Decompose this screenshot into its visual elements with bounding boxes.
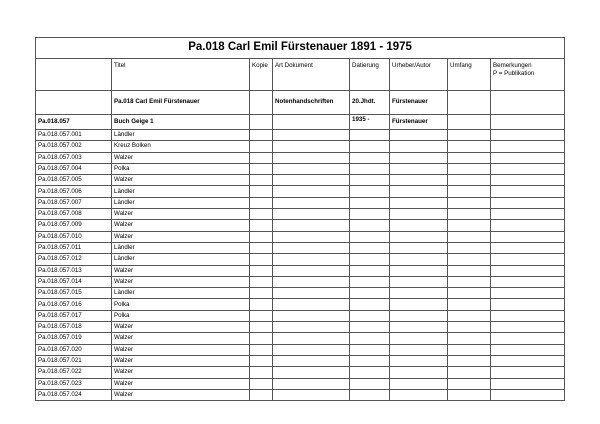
item-signatur: Pa.018.057.015 [36,288,112,299]
item-titel: Ländler [112,130,250,141]
title-row [36,38,565,59]
item-titel: Walzer [112,209,250,220]
item-titel: Walzer [112,389,250,400]
item-datierung [350,378,390,389]
item-art-dokument [273,322,350,333]
item-titel: Ländler [112,254,250,265]
item-titel: Ländler [112,288,250,299]
series-kopie [250,115,273,130]
item-datierung [350,276,390,287]
item-urheber [390,322,448,333]
item-kopie [250,209,273,220]
item-datierung [350,355,390,366]
table-row [36,299,565,310]
fonds-signatur [36,91,112,115]
item-titel: Polka [112,299,250,310]
item-art-dokument [273,197,350,208]
item-umfang [448,242,491,253]
item-urheber [390,130,448,141]
item-bemerkungen [491,186,565,197]
item-kopie [250,130,273,141]
item-umfang [448,344,491,355]
header-umfang: Umfang [448,59,491,91]
item-titel: Walzer [112,367,250,378]
item-titel: Ländler [112,197,250,208]
header-urheber: Urheber/Autor [390,59,448,91]
fonds-datierung: 20.Jhdt. [350,91,390,115]
item-urheber [390,197,448,208]
item-bemerkungen [491,344,565,355]
item-art-dokument [273,333,350,344]
table-row [36,197,565,208]
item-signatur: Pa.018.057.002 [36,141,112,152]
table-row [36,254,565,265]
item-umfang [448,231,491,242]
item-kopie [250,163,273,174]
item-titel: Walzer [112,265,250,276]
item-titel: Walzer [112,220,250,231]
item-umfang [448,254,491,265]
item-titel: Walzer [112,333,250,344]
item-signatur: Pa.018.057.007 [36,197,112,208]
fonds-titel: Pa.018 Carl Emil Fürstenauer [112,91,250,115]
item-art-dokument [273,344,350,355]
table-row [36,220,565,231]
item-datierung [350,389,390,400]
item-titel: Walzer [112,175,250,186]
item-urheber [390,355,448,366]
item-art-dokument [273,367,350,378]
item-urheber [390,152,448,163]
item-umfang [448,378,491,389]
item-signatur: Pa.018.057.023 [36,378,112,389]
item-bemerkungen [491,242,565,253]
item-signatur: Pa.018.057.012 [36,254,112,265]
item-umfang [448,141,491,152]
table-row [36,355,565,366]
item-kopie [250,355,273,366]
table-row [36,333,565,344]
item-bemerkungen [491,299,565,310]
item-art-dokument [273,378,350,389]
item-datierung [350,254,390,265]
item-bemerkungen [491,310,565,321]
item-datierung [350,322,390,333]
item-kopie [250,220,273,231]
item-bemerkungen [491,378,565,389]
item-kopie [250,231,273,242]
item-titel: Polka [112,163,250,174]
item-datierung [350,152,390,163]
item-art-dokument [273,152,350,163]
item-art-dokument [273,299,350,310]
item-kopie [250,288,273,299]
fonds-kopie [250,91,273,115]
item-signatur: Pa.018.057.011 [36,242,112,253]
item-bemerkungen [491,152,565,163]
item-umfang [448,355,491,366]
item-umfang [448,276,491,287]
item-kopie [250,310,273,321]
item-urheber [390,299,448,310]
header-bemerkungen-note: P = Publikation [493,69,535,77]
item-umfang [448,389,491,400]
item-umfang [448,186,491,197]
item-kopie [250,344,273,355]
item-signatur: Pa.018.057.019 [36,333,112,344]
item-bemerkungen [491,389,565,400]
item-umfang [448,163,491,174]
item-signatur: Pa.018.057.001 [36,130,112,141]
item-bemerkungen [491,231,565,242]
item-urheber [390,209,448,220]
item-umfang [448,322,491,333]
item-titel: Ländler [112,186,250,197]
item-datierung [350,367,390,378]
item-kopie [250,141,273,152]
series-titel: Buch Geige 1 [112,115,250,130]
series-bemerkungen [491,115,565,130]
item-bemerkungen [491,197,565,208]
item-bemerkungen [491,141,565,152]
item-umfang [448,288,491,299]
item-art-dokument [273,265,350,276]
item-bemerkungen [491,288,565,299]
item-signatur: Pa.018.057.018 [36,322,112,333]
item-umfang [448,220,491,231]
item-kopie [250,299,273,310]
table-row [36,276,565,287]
item-bemerkungen [491,220,565,231]
item-bemerkungen [491,254,565,265]
table-row [36,231,565,242]
table-row [36,378,565,389]
item-umfang [448,367,491,378]
table-row [36,163,565,174]
item-umfang [448,152,491,163]
item-art-dokument [273,175,350,186]
header-signatur [36,59,112,91]
item-datierung [350,163,390,174]
item-urheber [390,378,448,389]
fonds-urheber: Fürstenauer [390,91,448,115]
table-row [36,242,565,253]
series-row [36,115,565,130]
item-titel: Walzer [112,344,250,355]
item-datierung [350,186,390,197]
item-bemerkungen [491,265,565,276]
item-signatur: Pa.018.057.022 [36,367,112,378]
item-titel: Walzer [112,378,250,389]
item-datierung [350,209,390,220]
table-row [36,322,565,333]
item-signatur: Pa.018.057.013 [36,265,112,276]
item-signatur: Pa.018.057.016 [36,299,112,310]
item-bemerkungen [491,130,565,141]
item-art-dokument [273,186,350,197]
item-titel: Kreuz Bolken [112,141,250,152]
item-bemerkungen [491,322,565,333]
item-art-dokument [273,276,350,287]
item-kopie [250,322,273,333]
item-kopie [250,186,273,197]
table-row [36,152,565,163]
table-row [36,175,565,186]
header-bemerkungen [491,59,565,91]
item-art-dokument [273,130,350,141]
fonds-row [36,91,565,115]
item-art-dokument [273,389,350,400]
item-kopie [250,378,273,389]
item-signatur: Pa.018.057.024 [36,389,112,400]
item-signatur: Pa.018.057.004 [36,163,112,174]
header-row [36,59,565,91]
item-bemerkungen [491,367,565,378]
header-kopie: Kopie [250,59,273,91]
series-urheber: Fürstenauer [390,115,448,130]
item-art-dokument [273,220,350,231]
table-row [36,209,565,220]
item-urheber [390,220,448,231]
item-titel: Ländler [112,242,250,253]
item-kopie [250,389,273,400]
item-urheber [390,265,448,276]
item-urheber [390,163,448,174]
item-bemerkungen [491,333,565,344]
item-urheber [390,310,448,321]
item-kopie [250,333,273,344]
item-umfang [448,209,491,220]
header-bemerkungen-label: Bemerkungen [493,62,532,69]
item-titel: Walzer [112,231,250,242]
item-datierung [350,310,390,321]
item-urheber [390,186,448,197]
document-title: Pa.018 Carl Emil Fürstenauer 1891 - 1975 [36,38,565,59]
item-bemerkungen [491,355,565,366]
table-row [36,265,565,276]
inventory-sheet [35,37,564,401]
fonds-art-dokument: Notenhandschriften [273,91,350,115]
item-urheber [390,254,448,265]
item-signatur: Pa.018.057.006 [36,186,112,197]
item-umfang [448,310,491,321]
item-bemerkungen [491,209,565,220]
item-signatur: Pa.018.057.020 [36,344,112,355]
series-art-dokument [273,115,350,130]
item-datierung [350,344,390,355]
table-row [36,344,565,355]
item-kopie [250,254,273,265]
item-titel: Walzer [112,276,250,287]
item-signatur: Pa.018.057.008 [36,209,112,220]
table-row [36,389,565,400]
item-datierung [350,220,390,231]
item-kopie [250,197,273,208]
item-art-dokument [273,141,350,152]
item-signatur: Pa.018.057.014 [36,276,112,287]
table-row [36,288,565,299]
table-row [36,141,565,152]
item-titel: Walzer [112,355,250,366]
item-urheber [390,141,448,152]
item-urheber [390,242,448,253]
fonds-bemerkungen [491,91,565,115]
item-signatur: Pa.018.057.003 [36,152,112,163]
item-umfang [448,333,491,344]
item-art-dokument [273,242,350,253]
item-signatur: Pa.018.057.017 [36,310,112,321]
series-signatur: Pa.018.057 [36,115,112,130]
item-umfang [448,130,491,141]
item-datierung [350,231,390,242]
table-row [36,130,565,141]
item-signatur: Pa.018.057.009 [36,220,112,231]
item-datierung [350,333,390,344]
item-datierung [350,265,390,276]
item-kopie [250,175,273,186]
item-signatur: Pa.018.057.021 [36,355,112,366]
table-row [36,186,565,197]
item-datierung [350,288,390,299]
item-titel: Walzer [112,322,250,333]
item-bemerkungen [491,163,565,174]
item-urheber [390,333,448,344]
item-kopie [250,276,273,287]
item-datierung [350,175,390,186]
item-signatur: Pa.018.057.010 [36,231,112,242]
item-kopie [250,367,273,378]
item-umfang [448,197,491,208]
item-art-dokument [273,310,350,321]
header-art-dokument: Art Dokument [273,59,350,91]
item-umfang [448,265,491,276]
item-titel: Polka [112,310,250,321]
item-datierung [350,299,390,310]
item-datierung [350,197,390,208]
item-bemerkungen [491,175,565,186]
inventory-table [35,37,565,401]
item-kopie [250,152,273,163]
table-row [36,310,565,321]
item-urheber [390,175,448,186]
item-art-dokument [273,288,350,299]
item-datierung [350,242,390,253]
item-art-dokument [273,231,350,242]
item-urheber [390,389,448,400]
table-row [36,367,565,378]
item-signatur: Pa.018.057.005 [36,175,112,186]
item-umfang [448,299,491,310]
item-art-dokument [273,209,350,220]
item-umfang [448,175,491,186]
item-datierung [350,130,390,141]
item-art-dokument [273,355,350,366]
item-urheber [390,367,448,378]
header-datierung: Datierung [350,59,390,91]
header-titel: Titel [112,59,250,91]
item-art-dokument [273,163,350,174]
item-urheber [390,344,448,355]
item-urheber [390,276,448,287]
item-urheber [390,231,448,242]
series-umfang [448,115,491,130]
fonds-umfang [448,91,491,115]
series-datierung: 1935 - [350,115,390,130]
item-datierung [350,141,390,152]
item-kopie [250,242,273,253]
item-bemerkungen [491,276,565,287]
item-titel: Walzer [112,152,250,163]
item-art-dokument [273,254,350,265]
item-urheber [390,288,448,299]
item-kopie [250,265,273,276]
